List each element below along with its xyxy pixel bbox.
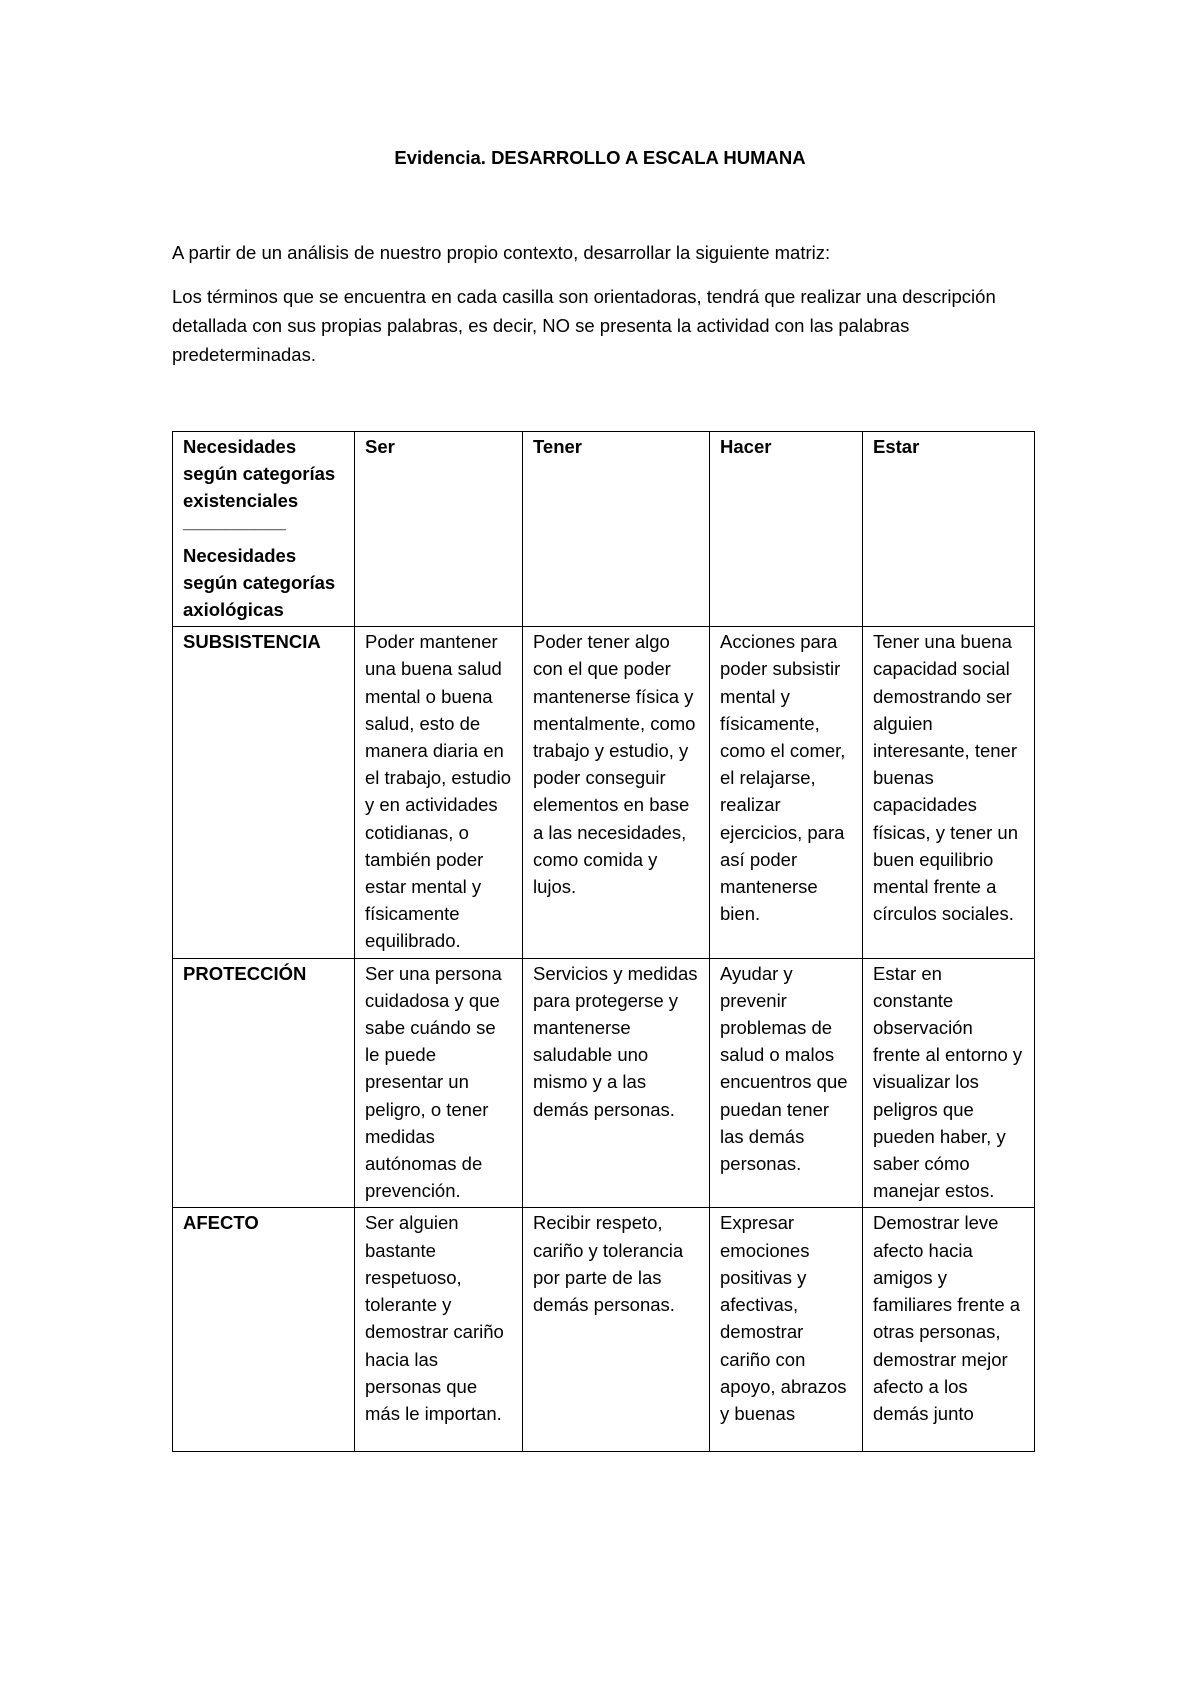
table-cell-text: Demostrar leve afecto hacia amigos y familiares frente a otras personas, demostrar mejor afecto a los demás junto [873, 1212, 1021, 1424]
table-cell-text: Recibir respeto, cariño y tolerancia por parte de las demás personas. [533, 1212, 684, 1316]
row-label-afecto-text: AFECTO [183, 1212, 259, 1234]
table-cell: Estar en constante observación frente al entorno y visualizar los peligros que pueden haber, y saber cómo manejar estos. [863, 958, 1035, 1208]
column-header-estar: Estar [863, 432, 1035, 627]
column-header-hacer: Hacer [710, 432, 863, 627]
table-cell [355, 1208, 523, 1452]
table-cell: Poder mantener una buena salud mental o buena salud, esto de manera diaria en el trabajo, estudio y en actividades cotidianas, o también poder estar mental y físicamente equilibrado. [355, 627, 523, 958]
header-divider: __________ [183, 510, 286, 532]
table-cell: Ayudar y prevenir problemas de salud o malos encuentros que puedan tener las demás personas. [710, 958, 863, 1208]
table-row-proteccion [173, 958, 1035, 1208]
table-cell-text: Expresar emociones positivas y afectivas, demostrar cariño con apoyo, abrazos y buenas [720, 1212, 847, 1424]
table-cell: Tener una buena capacidad social demostrando ser alguien interesante, tener buenas capacidades físicas, y tener un buen equilibrio mental frente a círculos sociales. [863, 627, 1035, 958]
needs-matrix-table [172, 431, 1035, 1452]
corner-header-cell [173, 432, 355, 627]
instructions-text: Los términos que se encuentra en cada casilla son orientadoras, tendrá que realizar una descripción detallada con sus propias palabras, es decir, NO se presenta la actividad con las palabras predeterminadas. [172, 286, 996, 365]
table-cell: Ser una persona cuidadosa y que sabe cuándo se le puede presentar un peligro, o tener medidas autónomas de prevención. [355, 958, 523, 1208]
row-label-subsistencia: SUBSISTENCIA [173, 627, 355, 958]
existential-categories-label: Necesidades según categorías existenciales [183, 436, 336, 512]
table-row-subsistencia [173, 627, 1035, 958]
intro-text: A partir de un análisis de nuestro propio contexto, desarrollar la siguiente matriz: [172, 242, 831, 263]
table-cell: Poder tener algo con el que poder mantenerse física y mentalmente, como trabajo y estudio, y poder conseguir elementos en base a las necesidades, como comida y lujos. [523, 627, 710, 958]
column-header-tener: Tener [523, 432, 710, 627]
row-label-afecto [173, 1208, 355, 1452]
column-header-ser: Ser [355, 432, 523, 627]
table-cell [710, 1208, 863, 1452]
table-cell: Acciones para poder subsistir mental y físicamente, como el comer, el relajarse, realizar ejercicios, para así poder mantenerse bien. [710, 627, 863, 958]
document-title: Evidencia. DESARROLLO A ESCALA HUMANA [394, 147, 806, 168]
table-cell-text: Ser alguien bastante respetuoso, tolerante y demostrar cariño hacia las personas que más le importan. [365, 1212, 504, 1424]
table-cell: Servicios y medidas para protegerse y mantenerse saludable uno mismo y a las demás personas. [523, 958, 710, 1208]
table-header-row [173, 432, 1035, 627]
table-cell [863, 1208, 1035, 1452]
row-label-proteccion: PROTECCIÓN [173, 958, 355, 1208]
axiological-categories-label: Necesidades según categorías axiológicas [183, 544, 336, 621]
table-row-afecto [173, 1208, 1035, 1452]
table-cell [523, 1208, 710, 1452]
